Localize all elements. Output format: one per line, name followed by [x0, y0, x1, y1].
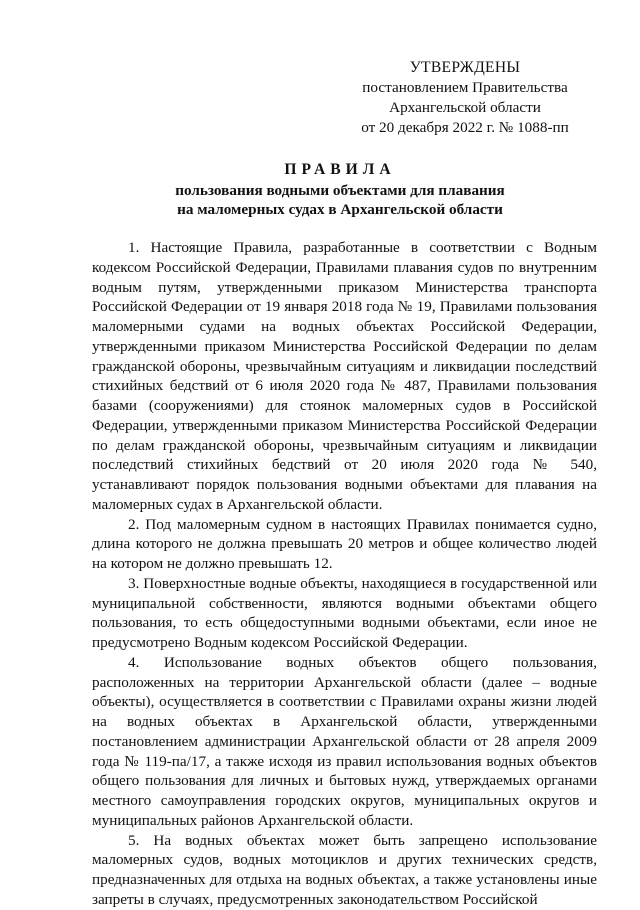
approval-line-3: Архангельской области	[389, 99, 541, 116]
paragraph-2: 2. Под маломерным судном в настоящих Правилах понимается судно, длина которого не должна превышать 20 метров и общее количество людей на котором не должно превышать 12.	[92, 515, 597, 572]
title-line-1: пользования водными объектами для плавания	[175, 182, 505, 199]
approval-stamp	[340, 58, 590, 138]
title-line-2: на маломерных судах в Архангельской области	[177, 201, 503, 218]
approval-line-4: от 20 декабря 2022 г. № 1088-пп	[361, 119, 569, 136]
approval-line-2: постановлением Правительства	[362, 79, 568, 96]
title-heading: ПРАВИЛА	[284, 161, 396, 178]
paragraph-5: 5. На водных объектах может быть запрещено использование маломерных судов, водных мотоциклов и других технических средств, предназначенных для отдыха на водных объектах, а также установлены иные запреты в случаях, предусмотренных законодательством Российской	[92, 831, 597, 908]
approval-heading: УТВЕРЖДЕНЫ	[409, 59, 521, 76]
paragraph-4: 4. Использование водных объектов общего пользования, расположенных на территории Архангельской области (далее – водные объекты), осуществляется в соответствии с Правилами охраны жизни людей на водных объектах в Архангельской области, утвержденными постановлением администрации Архангельской области от 28 апреля 2009 года № 119-па/17, а также исходя из правил использования водных объектов общего пользования для личных и бытовых нужд, утверждаемых органами местного самоуправления городских округов, муниципальных округов и муниципальных районов Архангельской области.	[92, 653, 597, 829]
paragraph-1: 1. Настоящие Правила, разработанные в соответствии с Водным кодексом Российской Федерации, Правилами плавания судов по внутренним водным путям, утвержденными приказом Министерства транспорта Российской Федерации от 19 января 2018 года № 19, Правилами пользования маломерными судами на водных объектах Российской Федерации, утвержденными приказом Министерства Российской Федерации по делам гражданской обороны, чрезвычайным ситуациям и ликвидации последствий стихийных бедствий от 6 июля 2020 года № 487, Правилами пользования базами (сооружениями) для стоянок маломерных судов в Российской Федерации, утвержденными приказом Министерства Российской Федерации по делам гражданской обороны, чрезвычайным ситуациям и ликвидации последствий стихийных бедствий от 20 июля 2020 года № 540, устанавливают порядок пользования водными объектами для плавания на маломерных судах в Архангельской области.	[92, 239, 597, 513]
document-title	[60, 160, 620, 219]
document-body	[92, 238, 597, 910]
paragraph-3: 3. Поверхностные водные объекты, находящиеся в государственной или муниципальной собственности, являются водными объектами общего пользования, то есть общедоступными водными объектами, если иное не предусмотрено Водным кодексом Российской Федерации.	[92, 574, 597, 651]
